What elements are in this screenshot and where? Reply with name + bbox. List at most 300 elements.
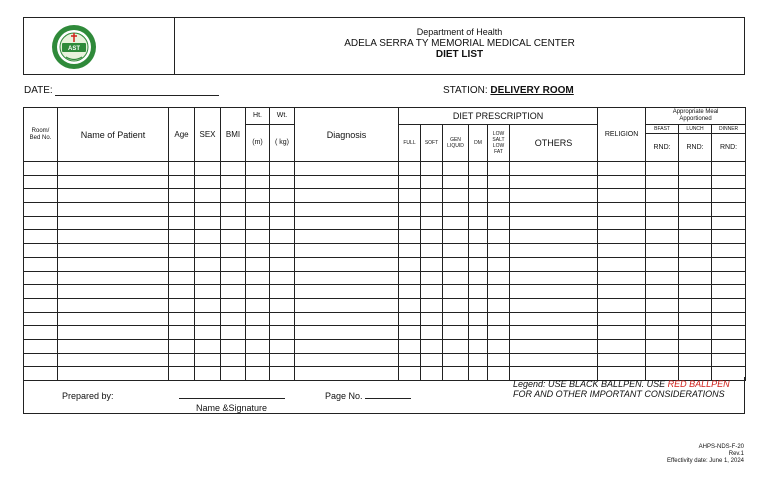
table-cell[interactable] (443, 353, 469, 367)
table-cell[interactable] (443, 312, 469, 326)
table-cell[interactable] (443, 216, 469, 230)
table-cell[interactable] (169, 298, 195, 312)
table-cell[interactable] (469, 326, 488, 340)
table-cell[interactable] (510, 353, 598, 367)
table-cell[interactable] (399, 353, 421, 367)
table-cell[interactable] (221, 230, 246, 244)
table-cell[interactable] (421, 312, 443, 326)
table-cell[interactable] (488, 162, 510, 176)
table-cell[interactable] (469, 285, 488, 299)
table-cell[interactable] (679, 244, 712, 258)
table-cell[interactable] (443, 326, 469, 340)
table-cell[interactable] (58, 244, 169, 258)
table-cell[interactable] (58, 162, 169, 176)
table-cell[interactable] (646, 285, 679, 299)
table-cell[interactable] (58, 230, 169, 244)
table-cell[interactable] (58, 312, 169, 326)
table-cell[interactable] (488, 326, 510, 340)
table-cell[interactable] (646, 189, 679, 203)
table-cell[interactable] (443, 285, 469, 299)
table-cell[interactable] (421, 353, 443, 367)
table-cell[interactable] (195, 162, 221, 176)
table-cell[interactable] (270, 298, 295, 312)
table-cell[interactable] (646, 257, 679, 271)
table-cell[interactable] (221, 312, 246, 326)
table-cell[interactable] (246, 257, 270, 271)
table-cell[interactable] (295, 189, 399, 203)
table-cell[interactable] (270, 285, 295, 299)
table-cell[interactable] (488, 257, 510, 271)
table-cell[interactable] (24, 162, 58, 176)
col-meal-apportioned: Appropriate Meal Apportioned (646, 108, 746, 125)
table-cell[interactable] (679, 162, 712, 176)
table-cell[interactable] (169, 271, 195, 285)
table-cell[interactable] (488, 244, 510, 258)
table-row (24, 353, 746, 367)
table-row (24, 326, 746, 340)
table-cell[interactable] (399, 285, 421, 299)
table-cell[interactable] (246, 162, 270, 176)
table-cell[interactable] (679, 353, 712, 367)
col-dm: DM (469, 125, 488, 162)
table-cell[interactable] (24, 257, 58, 271)
table-cell[interactable] (510, 162, 598, 176)
table-cell[interactable] (246, 230, 270, 244)
table-cell[interactable] (270, 353, 295, 367)
table-cell[interactable] (24, 312, 58, 326)
table-cell[interactable] (195, 244, 221, 258)
col-lunch-rnd: RND: (679, 134, 712, 162)
table-cell[interactable] (195, 285, 221, 299)
table-cell[interactable] (246, 312, 270, 326)
table-cell[interactable] (195, 271, 221, 285)
table-cell[interactable] (469, 230, 488, 244)
table-row (24, 257, 746, 271)
table-cell[interactable] (443, 162, 469, 176)
table-cell[interactable] (421, 271, 443, 285)
col-weight: Wt. (270, 108, 295, 125)
table-cell[interactable] (646, 162, 679, 176)
table-cell[interactable] (270, 244, 295, 258)
table-cell[interactable] (24, 244, 58, 258)
table-cell[interactable] (270, 189, 295, 203)
table-cell[interactable] (679, 216, 712, 230)
form-number: AHPS-NDS-F-20 (698, 444, 744, 450)
table-cell[interactable] (295, 244, 399, 258)
table-cell[interactable] (646, 175, 679, 189)
table-cell[interactable] (443, 244, 469, 258)
table-cell[interactable] (295, 203, 399, 217)
table-cell[interactable] (270, 175, 295, 189)
table-cell[interactable] (469, 216, 488, 230)
table-cell[interactable] (679, 230, 712, 244)
table-cell[interactable] (295, 298, 399, 312)
table-cell[interactable] (295, 312, 399, 326)
table-cell[interactable] (270, 257, 295, 271)
table-cell[interactable] (195, 339, 221, 353)
form-revision: Rev.1 (728, 451, 744, 457)
table-cell[interactable] (24, 339, 58, 353)
table-cell[interactable] (679, 326, 712, 340)
col-soft: SOFT (421, 125, 443, 162)
table-cell[interactable] (221, 298, 246, 312)
table-cell[interactable] (246, 326, 270, 340)
table-cell[interactable] (510, 326, 598, 340)
table-cell[interactable] (221, 285, 246, 299)
table-cell[interactable] (399, 271, 421, 285)
table-cell[interactable] (399, 326, 421, 340)
table-cell[interactable] (421, 298, 443, 312)
table-cell[interactable] (646, 339, 679, 353)
table-cell[interactable] (598, 298, 646, 312)
table-cell[interactable] (195, 257, 221, 271)
table-cell[interactable] (246, 353, 270, 367)
table-cell[interactable] (598, 162, 646, 176)
col-bfast-rnd: RND: (646, 134, 679, 162)
table-cell[interactable] (295, 175, 399, 189)
table-cell[interactable] (598, 216, 646, 230)
table-cell[interactable] (24, 216, 58, 230)
table-cell[interactable] (246, 244, 270, 258)
table-cell[interactable] (169, 339, 195, 353)
table-cell[interactable] (488, 339, 510, 353)
table-cell[interactable] (24, 175, 58, 189)
table-cell[interactable] (712, 353, 746, 367)
table-cell[interactable] (488, 353, 510, 367)
table-cell[interactable] (679, 189, 712, 203)
table-cell[interactable] (421, 189, 443, 203)
table-cell[interactable] (399, 312, 421, 326)
table-cell[interactable] (58, 175, 169, 189)
table-cell[interactable] (469, 339, 488, 353)
table-cell[interactable] (270, 339, 295, 353)
signature-line[interactable] (179, 398, 285, 399)
table-cell[interactable] (469, 203, 488, 217)
table-cell[interactable] (270, 216, 295, 230)
table-cell[interactable] (679, 271, 712, 285)
col-diagnosis: Diagnosis (295, 108, 399, 162)
table-cell[interactable] (510, 230, 598, 244)
table-cell[interactable] (58, 257, 169, 271)
table-cell[interactable] (58, 271, 169, 285)
col-diet-prescription: DIET PRESCRIPTION (399, 108, 598, 125)
station-label: STATION: (443, 85, 488, 96)
table-cell[interactable] (510, 257, 598, 271)
table-cell[interactable] (221, 203, 246, 217)
table-cell[interactable] (469, 257, 488, 271)
table-row (24, 339, 746, 353)
table-cell[interactable] (510, 244, 598, 258)
table-cell[interactable] (270, 312, 295, 326)
table-cell[interactable] (58, 326, 169, 340)
table-cell[interactable] (488, 175, 510, 189)
table-cell[interactable] (469, 189, 488, 203)
table-cell[interactable] (58, 189, 169, 203)
table-cell[interactable] (488, 271, 510, 285)
table-cell[interactable] (421, 257, 443, 271)
table-cell[interactable] (221, 175, 246, 189)
table-cell[interactable] (246, 189, 270, 203)
table-cell[interactable] (295, 339, 399, 353)
table-cell[interactable] (712, 189, 746, 203)
table-cell[interactable] (510, 189, 598, 203)
table-cell[interactable] (399, 216, 421, 230)
table-cell[interactable] (221, 339, 246, 353)
table-cell[interactable] (270, 271, 295, 285)
table-cell[interactable] (195, 353, 221, 367)
table-cell[interactable] (295, 257, 399, 271)
table-cell[interactable] (712, 312, 746, 326)
table-row (24, 216, 746, 230)
table-cell[interactable] (169, 244, 195, 258)
table-cell[interactable] (510, 216, 598, 230)
table-cell[interactable] (712, 285, 746, 299)
table-cell[interactable] (679, 339, 712, 353)
table-cell[interactable] (646, 203, 679, 217)
table-cell[interactable] (399, 175, 421, 189)
table-cell[interactable] (598, 339, 646, 353)
table-cell[interactable] (598, 189, 646, 203)
table-cell[interactable] (58, 339, 169, 353)
form-header (23, 17, 745, 75)
table-row (24, 312, 746, 326)
table-cell[interactable] (598, 230, 646, 244)
table-cell[interactable] (169, 353, 195, 367)
table-cell[interactable] (295, 271, 399, 285)
table-cell[interactable] (443, 189, 469, 203)
table-cell[interactable] (712, 271, 746, 285)
table-cell[interactable] (443, 257, 469, 271)
table-cell[interactable] (221, 216, 246, 230)
table-cell[interactable] (510, 271, 598, 285)
table-cell[interactable] (58, 353, 169, 367)
table-cell[interactable] (295, 230, 399, 244)
table-cell[interactable] (421, 175, 443, 189)
table-cell[interactable] (270, 203, 295, 217)
table-cell[interactable] (169, 285, 195, 299)
table-cell[interactable] (598, 285, 646, 299)
table-cell[interactable] (295, 326, 399, 340)
table-cell[interactable] (646, 230, 679, 244)
table-cell[interactable] (510, 285, 598, 299)
table-cell[interactable] (399, 230, 421, 244)
table-cell[interactable] (246, 175, 270, 189)
table-cell[interactable] (712, 244, 746, 258)
table-cell[interactable] (195, 230, 221, 244)
table-cell[interactable] (399, 162, 421, 176)
table-cell[interactable] (421, 203, 443, 217)
table-cell[interactable] (598, 326, 646, 340)
table-cell[interactable] (58, 285, 169, 299)
table-cell[interactable] (712, 326, 746, 340)
table-cell[interactable] (646, 326, 679, 340)
table-cell[interactable] (469, 162, 488, 176)
table-cell[interactable] (169, 326, 195, 340)
table-cell[interactable] (24, 326, 58, 340)
table-cell[interactable] (510, 339, 598, 353)
col-patient-name: Name of Patient (58, 108, 169, 162)
table-cell[interactable] (58, 203, 169, 217)
table-cell[interactable] (679, 298, 712, 312)
table-cell[interactable] (443, 230, 469, 244)
table-cell[interactable] (24, 203, 58, 217)
table-cell[interactable] (712, 339, 746, 353)
date-line[interactable] (55, 86, 219, 96)
table-cell[interactable] (421, 244, 443, 258)
table-cell[interactable] (399, 189, 421, 203)
table-cell[interactable] (246, 339, 270, 353)
table-cell[interactable] (24, 298, 58, 312)
table-cell[interactable] (712, 203, 746, 217)
table-cell[interactable] (712, 216, 746, 230)
table-cell[interactable] (646, 271, 679, 285)
table-cell[interactable] (169, 175, 195, 189)
table-cell[interactable] (679, 312, 712, 326)
table-cell[interactable] (712, 162, 746, 176)
table-cell[interactable] (169, 162, 195, 176)
table-cell[interactable] (295, 353, 399, 367)
table-cell[interactable] (488, 230, 510, 244)
table-cell[interactable] (246, 285, 270, 299)
table-cell[interactable] (399, 298, 421, 312)
table-cell[interactable] (469, 175, 488, 189)
table-cell[interactable] (510, 312, 598, 326)
table-cell[interactable] (469, 298, 488, 312)
table-cell[interactable] (679, 203, 712, 217)
table-cell[interactable] (295, 162, 399, 176)
table-cell[interactable] (712, 298, 746, 312)
table-cell[interactable] (399, 257, 421, 271)
table-cell[interactable] (195, 298, 221, 312)
table-cell[interactable] (221, 271, 246, 285)
table-cell[interactable] (24, 230, 58, 244)
table-cell[interactable] (246, 271, 270, 285)
table-cell[interactable] (295, 216, 399, 230)
table-cell[interactable] (399, 203, 421, 217)
table-cell[interactable] (195, 203, 221, 217)
table-cell[interactable] (488, 285, 510, 299)
table-cell[interactable] (646, 353, 679, 367)
table-cell[interactable] (421, 339, 443, 353)
table-cell[interactable] (58, 216, 169, 230)
table-cell[interactable] (712, 230, 746, 244)
table-cell[interactable] (221, 353, 246, 367)
table-cell[interactable] (24, 189, 58, 203)
table-cell[interactable] (270, 162, 295, 176)
date-field[interactable] (24, 85, 219, 96)
table-cell[interactable] (488, 298, 510, 312)
table-cell[interactable] (598, 203, 646, 217)
table-cell[interactable] (24, 285, 58, 299)
table-cell[interactable] (195, 216, 221, 230)
table-cell[interactable] (169, 189, 195, 203)
table-cell[interactable] (646, 298, 679, 312)
table-cell[interactable] (646, 312, 679, 326)
table-cell[interactable] (246, 298, 270, 312)
table-cell[interactable] (598, 175, 646, 189)
table-cell[interactable] (598, 271, 646, 285)
col-room-bed: Room/ Bed No. (24, 108, 58, 162)
table-cell[interactable] (469, 353, 488, 367)
table-cell[interactable] (246, 216, 270, 230)
table-cell[interactable] (469, 312, 488, 326)
table-cell[interactable] (443, 339, 469, 353)
table-cell[interactable] (469, 244, 488, 258)
table-cell[interactable] (399, 339, 421, 353)
table-cell[interactable] (510, 203, 598, 217)
table-cell[interactable] (246, 203, 270, 217)
table-cell[interactable] (488, 189, 510, 203)
table-cell[interactable] (169, 216, 195, 230)
table-cell[interactable] (169, 230, 195, 244)
table-cell[interactable] (24, 353, 58, 367)
table-cell[interactable] (421, 230, 443, 244)
table-cell[interactable] (679, 175, 712, 189)
table-cell[interactable] (443, 271, 469, 285)
table-cell[interactable] (421, 162, 443, 176)
table-cell[interactable] (221, 257, 246, 271)
table-cell[interactable] (399, 244, 421, 258)
table-cell[interactable] (221, 162, 246, 176)
table-cell[interactable] (598, 257, 646, 271)
table-cell[interactable] (469, 271, 488, 285)
table-cell[interactable] (24, 271, 58, 285)
table-cell[interactable] (270, 326, 295, 340)
table-row (24, 230, 746, 244)
table-cell[interactable] (195, 312, 221, 326)
table-cell[interactable] (195, 189, 221, 203)
table-cell[interactable] (58, 298, 169, 312)
table-cell[interactable] (195, 175, 221, 189)
table-cell[interactable] (221, 189, 246, 203)
table-cell[interactable] (221, 326, 246, 340)
table-cell[interactable] (221, 244, 246, 258)
table-cell[interactable] (510, 298, 598, 312)
table-cell[interactable] (295, 285, 399, 299)
table-cell[interactable] (443, 203, 469, 217)
table-cell[interactable] (169, 203, 195, 217)
table-cell[interactable] (488, 312, 510, 326)
table-row (24, 271, 746, 285)
table-cell[interactable] (421, 216, 443, 230)
table-cell[interactable] (598, 244, 646, 258)
table-cell[interactable] (195, 326, 221, 340)
legend-red-text: RED BALLPEN (667, 379, 730, 389)
table-cell[interactable] (598, 312, 646, 326)
svg-text:AST: AST (68, 46, 80, 52)
col-bmi: BMI (221, 108, 246, 162)
table-cell[interactable] (488, 203, 510, 217)
table-cell[interactable] (679, 257, 712, 271)
table-cell[interactable] (169, 257, 195, 271)
table-cell[interactable] (646, 244, 679, 258)
table-cell[interactable] (646, 216, 679, 230)
table-cell[interactable] (443, 298, 469, 312)
table-cell[interactable] (443, 175, 469, 189)
table-cell[interactable] (679, 285, 712, 299)
table-cell[interactable] (488, 216, 510, 230)
page-number-line[interactable] (365, 398, 411, 399)
table-cell[interactable] (712, 257, 746, 271)
table-cell[interactable] (421, 326, 443, 340)
table-cell[interactable] (510, 175, 598, 189)
table-cell[interactable] (712, 175, 746, 189)
table-cell[interactable] (598, 353, 646, 367)
table-cell[interactable] (270, 230, 295, 244)
col-weight-unit: ( kg) (270, 125, 295, 162)
table-cell[interactable] (421, 285, 443, 299)
table-cell[interactable] (169, 312, 195, 326)
